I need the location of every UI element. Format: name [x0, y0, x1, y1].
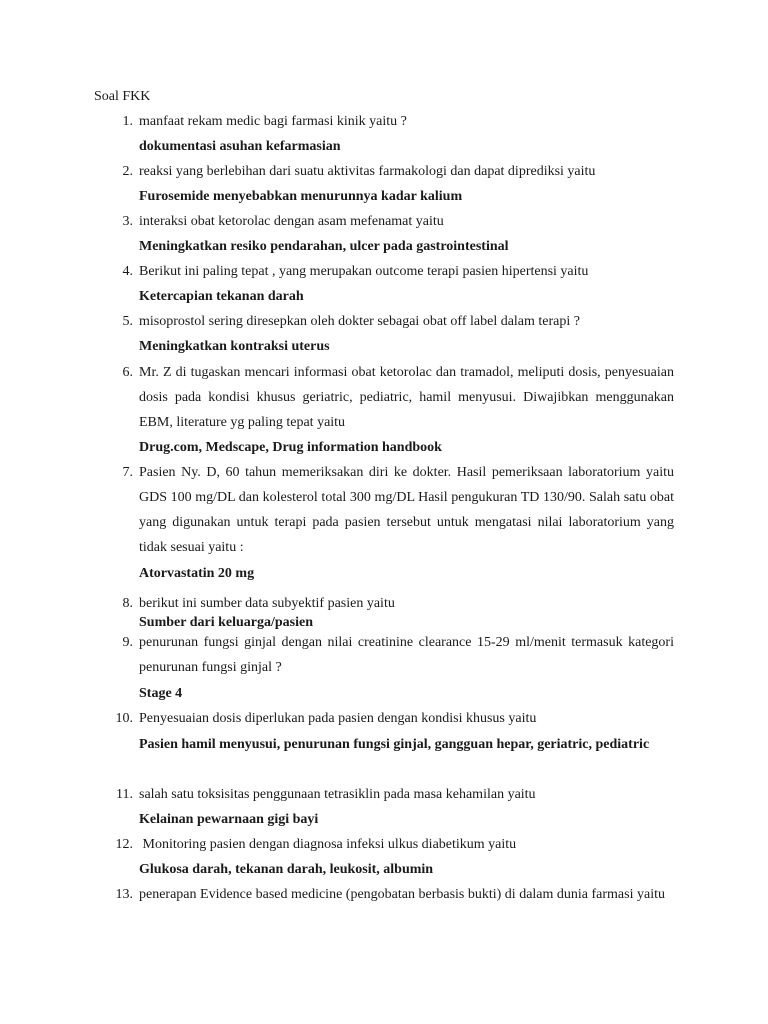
question-text: misoprostol sering diresepkan oleh dokter sebagai obat off label dalam terapi ?	[139, 314, 580, 329]
answer-text: Furosemide menyebabkan menurunnya kadar kalium	[139, 189, 463, 204]
answer-text: Pasien hamil menyusui, penurunan fungsi ginjal, gangguan hepar, geriatric, pediatric	[139, 737, 650, 752]
question-number: 1.	[122, 114, 133, 129]
question-number: 10.	[115, 711, 133, 726]
question-text: interaksi obat ketorolac dengan asam mefenamat yaitu	[139, 214, 444, 229]
answer-text: Atorvastatin 20 mg	[139, 566, 255, 581]
answer-text: Sumber dari keluarga/pasien	[139, 615, 313, 630]
answer-text: Meningkatkan resiko pendarahan, ulcer pada gastrointestinal	[139, 239, 509, 254]
question-number: 8.	[122, 596, 133, 611]
question-number: 12.	[115, 837, 133, 852]
document-title: Soal FKK	[94, 89, 151, 104]
question-text: manfaat rekam medic bagi farmasi kinik yaitu ?	[139, 114, 407, 129]
question-text: reaksi yang berlebihan dari suatu aktivitas farmakologi dan dapat diprediksi yaitu	[139, 164, 596, 179]
question-number: 5.	[122, 314, 133, 329]
question-number: 4.	[122, 264, 133, 279]
question-number: 11.	[116, 787, 133, 802]
question-number: 3.	[122, 214, 133, 229]
question-text: Mr. Z di tugaskan mencari informasi obat ketorolac dan tramadol, meliputi dosis, penyesuaian dosis pada kondisi khusus geriatric, pediatric, hamil menyusui. Diwajibkan menggunakan EBM, literature yg paling tepat yaitu	[139, 365, 674, 430]
answer-text: Stage 4	[139, 686, 183, 701]
answer-text: dokumentasi asuhan kefarmasian	[139, 139, 341, 154]
answer-text: Drug.com, Medscape, Drug information handbook	[139, 440, 442, 455]
question-text: Penyesuaian dosis diperlukan pada pasien dengan kondisi khusus yaitu	[139, 711, 537, 726]
question-number: 7.	[122, 465, 133, 480]
question-text: penerapan Evidence based medicine (pengobatan berbasis bukti) di dalam dunia farmasi yaitu	[139, 887, 665, 902]
answer-text: Ketercapian tekanan darah	[139, 289, 304, 304]
question-text: Pasien Ny. D, 60 tahun memeriksakan diri ke dokter. Hasil pemeriksaan laboratorium yaitu GDS 100 mg/DL dan kolesterol total 300 mg/DL Hasil pengukuran TD 130/90. Salah satu obat yang digunakan untuk terapi pada pasien tersebut untuk mengatasi nilai laboratorium yang tidak sesuai yaitu :	[139, 465, 674, 555]
answer-text: Kelainan pewarnaan gigi bayi	[139, 812, 319, 827]
question-number: 13.	[115, 887, 133, 902]
question-text: Berikut ini paling tepat , yang merupakan outcome terapi pasien hipertensi yaitu	[139, 264, 589, 279]
question-text: Monitoring pasien dengan diagnosa infeksi ulkus diabetikum yaitu	[139, 837, 517, 852]
question-number: 6.	[122, 365, 133, 380]
question-number: 9.	[122, 635, 133, 650]
answer-text: Glukosa darah, tekanan darah, leukosit, albumin	[139, 862, 434, 877]
question-text: salah satu toksisitas penggunaan tetrasiklin pada masa kehamilan yaitu	[139, 787, 536, 802]
question-text: berikut ini sumber data subyektif pasien yaitu	[139, 596, 395, 611]
answer-text: Meningkatkan kontraksi uterus	[139, 339, 330, 354]
question-text: penurunan fungsi ginjal dengan nilai creatinine clearance 15-29 ml/menit termasuk kategori penurunan fungsi ginjal ?	[139, 635, 674, 675]
question-number: 2.	[122, 164, 133, 179]
